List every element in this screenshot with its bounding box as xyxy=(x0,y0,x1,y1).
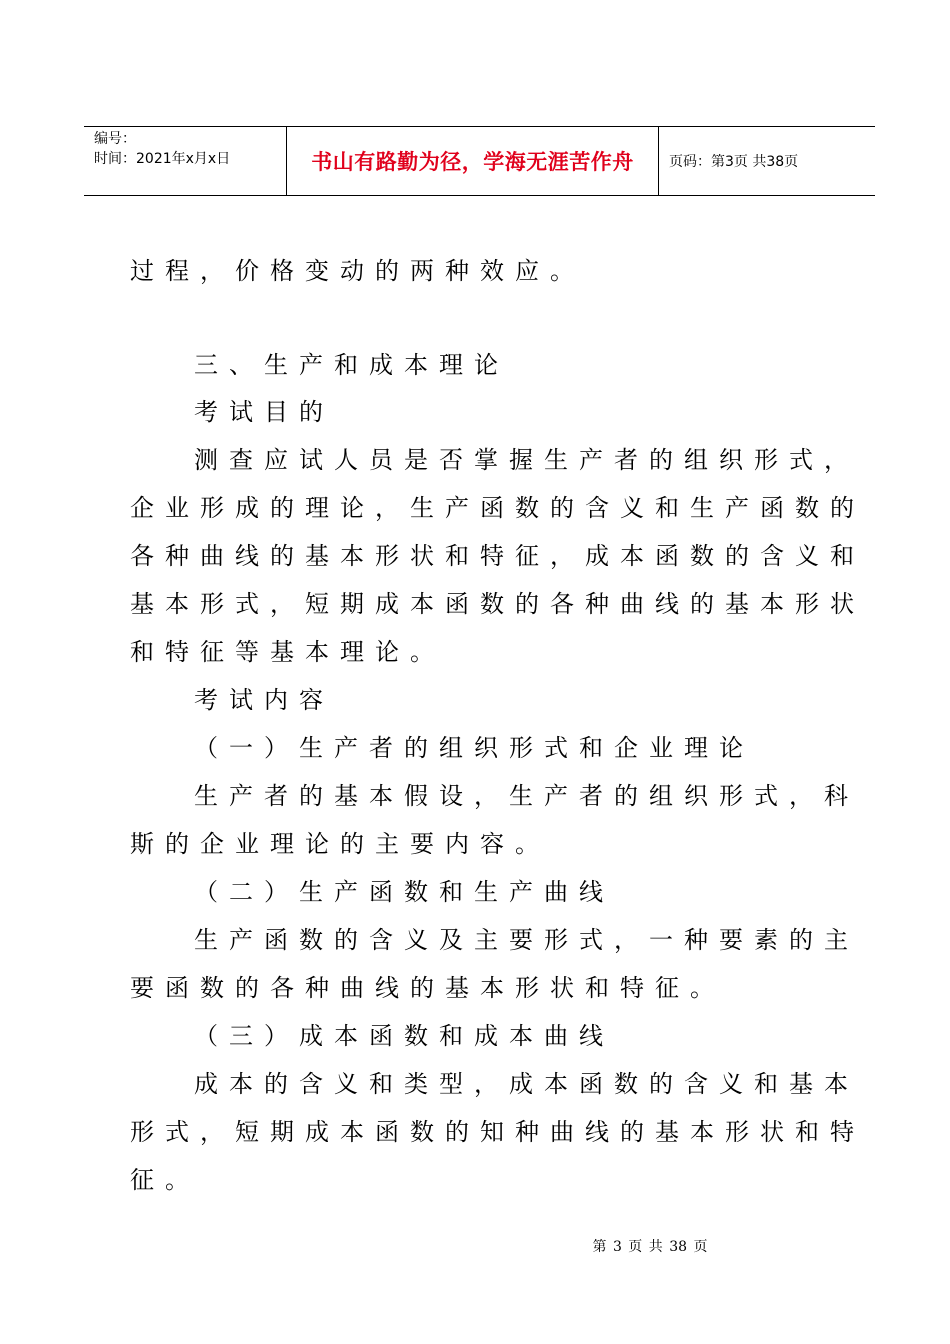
number-label: 编号： xyxy=(94,131,136,147)
text-line: 形式，短期成本函数的知种曲线的基本形状和特 xyxy=(130,1118,865,1146)
header-page-info: 页码：第3页 共38页 xyxy=(669,154,799,170)
text-line: 成本的含义和类型，成本函数的含义和基本 xyxy=(194,1070,859,1098)
text-line: 要函数的各种曲线的基本形状和特征。 xyxy=(130,974,725,1002)
subsection-heading: （三）成本函数和成本曲线 xyxy=(194,1022,614,1050)
text-line: 各种曲线的基本形状和特征，成本函数的含义和 xyxy=(130,542,865,570)
header-meta xyxy=(84,127,286,195)
text-line: 基本形式，短期成本函数的各种曲线的基本形状 xyxy=(130,590,865,618)
text-line: 斯的企业理论的主要内容。 xyxy=(130,830,550,858)
subheading: 考试内容 xyxy=(194,686,334,714)
text-line: 企业形成的理论，生产函数的含义和生产函数的 xyxy=(130,494,865,522)
time-label: 时间：2021年x月x日 xyxy=(94,151,231,167)
text-line: 测查应试人员是否掌握生产者的组织形式， xyxy=(194,446,859,474)
header-motto: 书山有路勤为径，学海无涯苦作舟 xyxy=(286,127,659,195)
text-line: 过程，价格变动的两种效应。 xyxy=(130,257,585,285)
text-line: 征。 xyxy=(130,1166,200,1194)
subheading: 考试目的 xyxy=(194,398,334,426)
page-footer: 第 3 页 共 38 页 xyxy=(592,1239,708,1255)
subsection-heading: （二）生产函数和生产曲线 xyxy=(194,878,614,906)
text-line: 和特征等基本理论。 xyxy=(130,638,445,666)
subsection-heading: （一）生产者的组织形式和企业理论 xyxy=(194,734,754,762)
page-header xyxy=(84,126,875,196)
text-line: 生产函数的含义及主要形式，一种要素的主 xyxy=(194,926,859,954)
section-heading: 三、生产和成本理论 xyxy=(194,351,509,379)
text-line: 生产者的基本假设，生产者的组织形式，科 xyxy=(194,782,859,810)
